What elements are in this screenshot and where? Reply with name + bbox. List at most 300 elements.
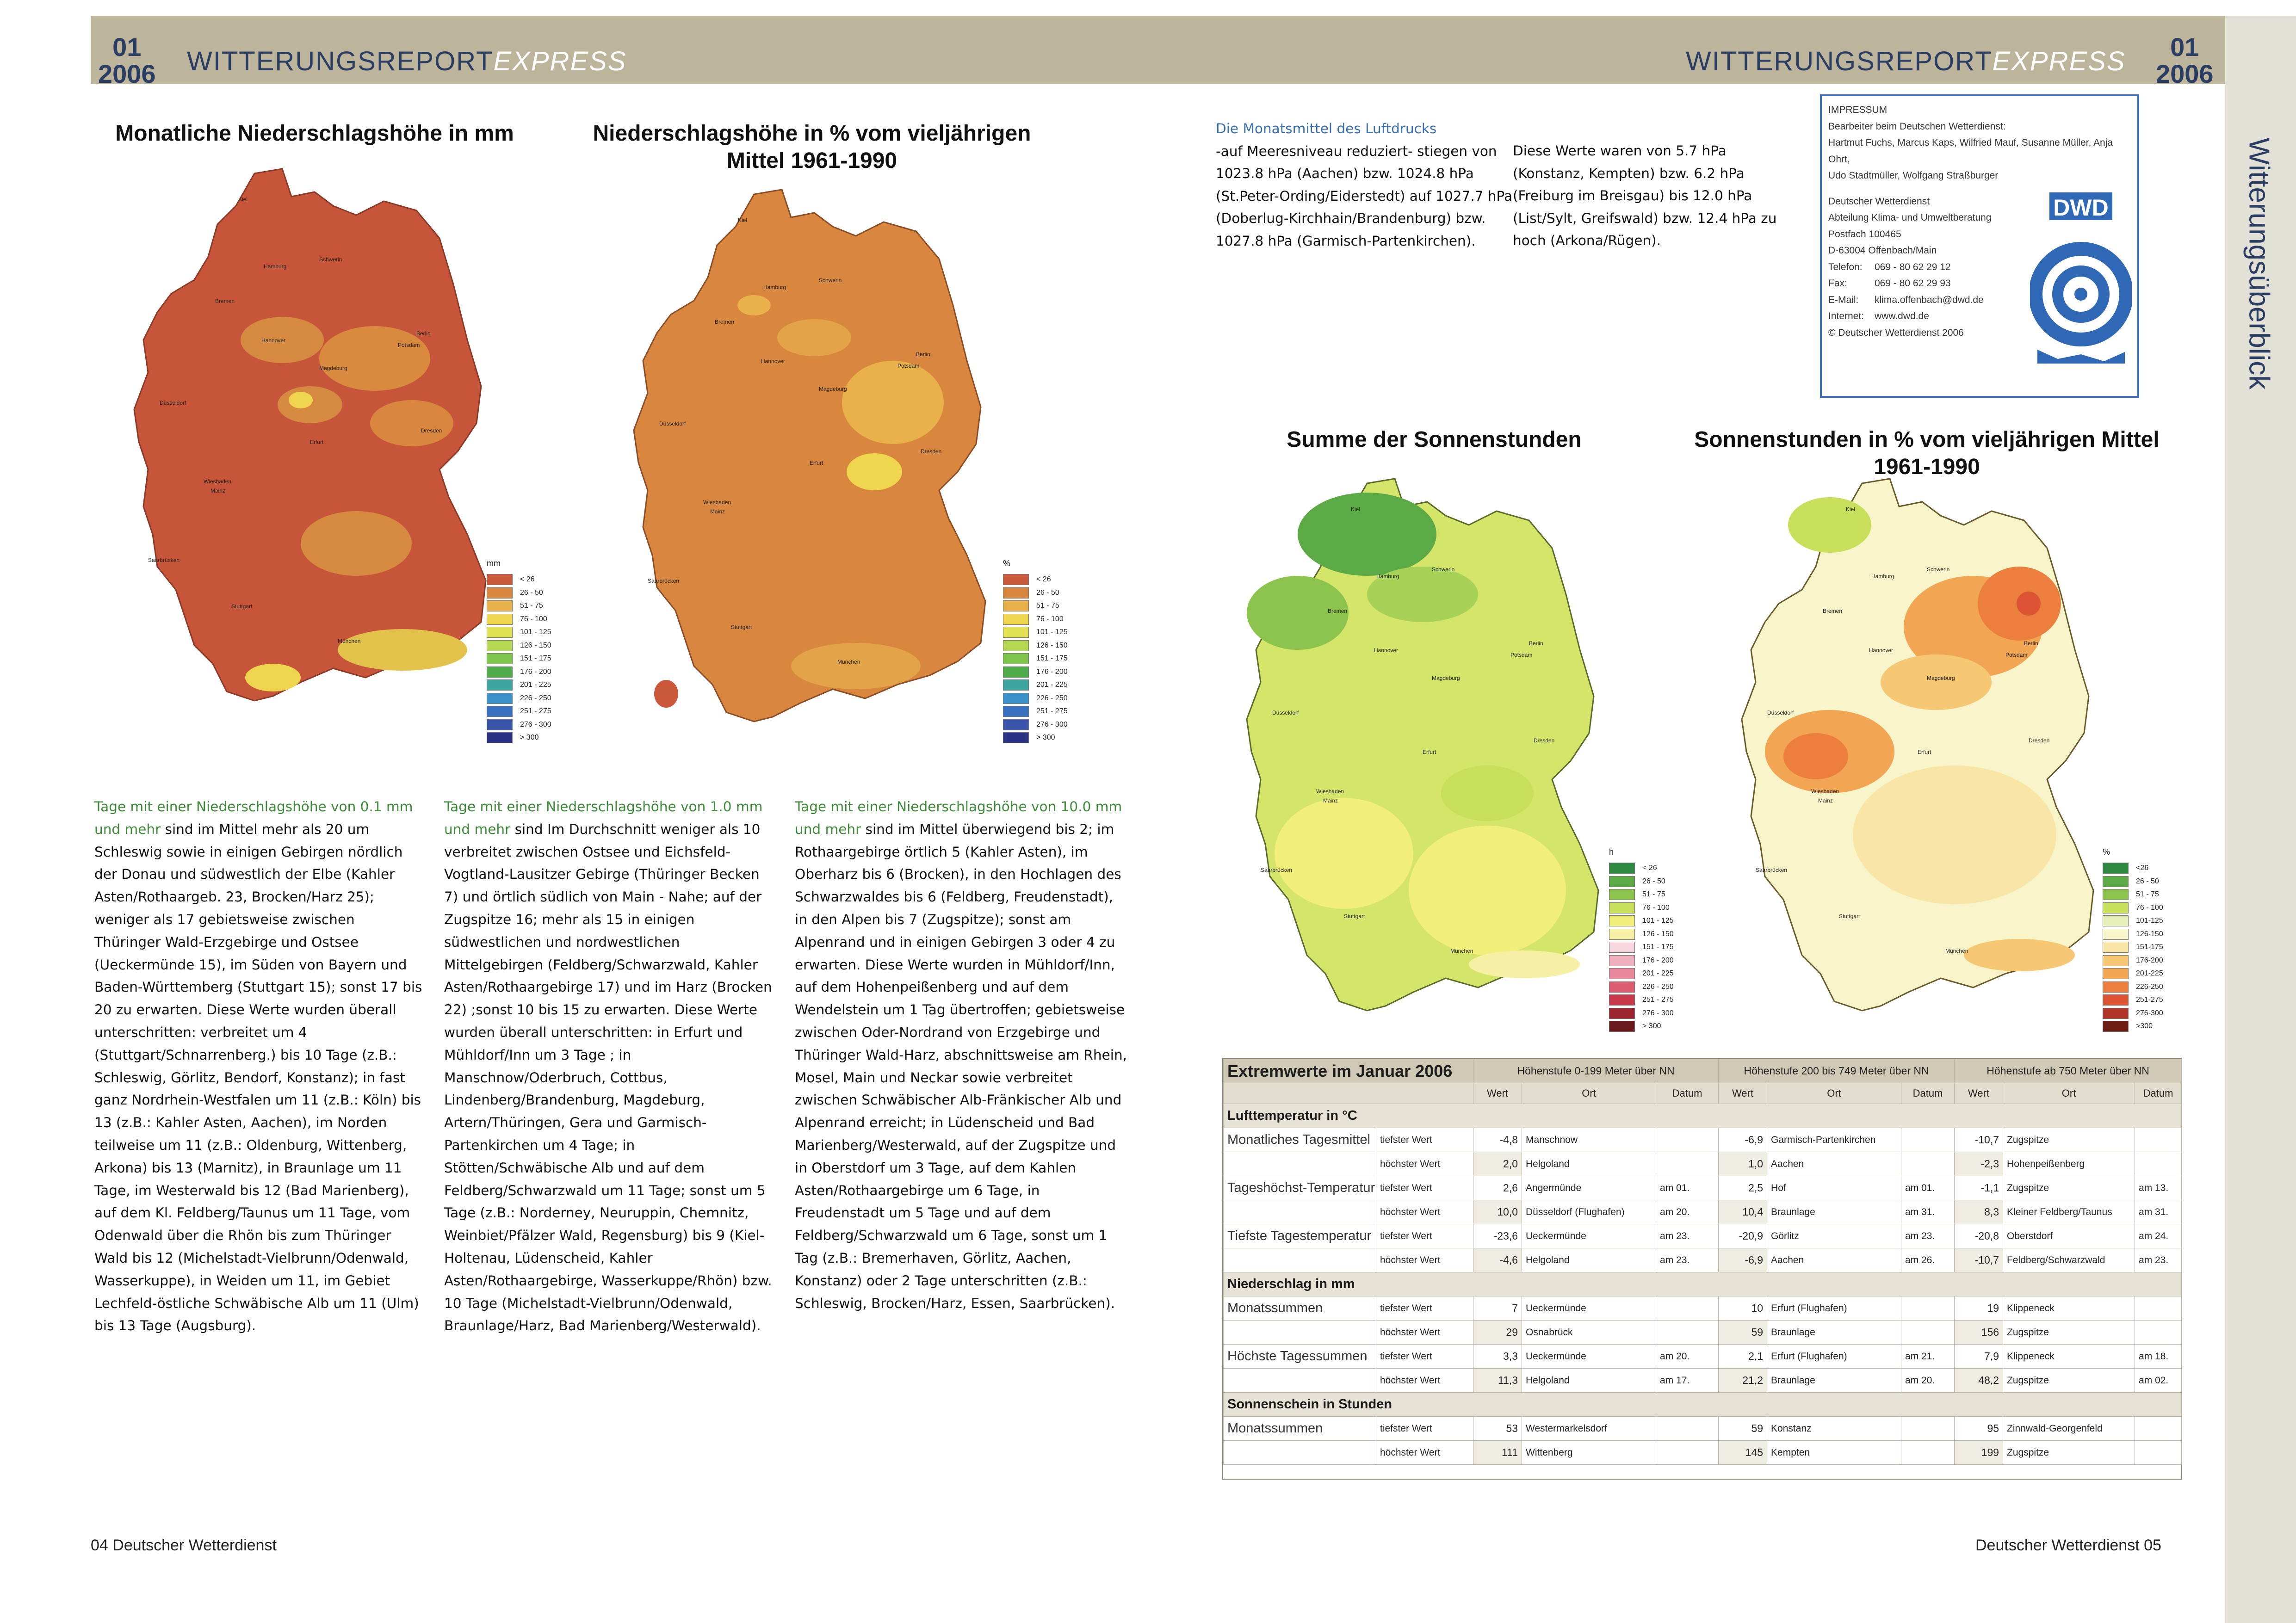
row-label: tiefster Wert: [1376, 1128, 1473, 1152]
legend-precip-pct: [1003, 559, 1068, 745]
cell-value: -6,9: [1719, 1248, 1767, 1272]
impressum-line: Hartmut Fuchs, Marcus Kaps, Wilfried Mauf, Susanne Müller, Anja Ohrt,: [1828, 137, 2113, 165]
cell-place: Helgoland: [1522, 1369, 1656, 1393]
extremes-table: [1222, 1058, 2182, 1480]
cell-place: Braunlage: [1767, 1369, 1901, 1393]
side-title-text: Witterungsüberblick: [2243, 137, 2275, 390]
text-body: sind im Mittel mehr als 20 um Schleswig sowie in einigen Gebirgen nördlich der Donau und südwestlich der Elbe (Kahler Asten/Rothaargeb. 23, Brocken/Harz 25); weniger als 17 gebietsweise zwischen Thüringer Wald-Erzgebirge und Ostsee (Ueckermünde 15), im Süden von Bayern und Baden-Württemberg (Stuttgart 15); sonst 17 bis 20 zu erwarten. Diese Werte wurden überall unterschritten: verbreitet um 4 (Stuttgart/Schnarrenberg.) bis 10 Tage (z.B.: Schleswig, Görlitz, Bendorf, Konstanz); in fast ganz Nordrhein-Westfalen um 11 (z.B.: Köln) bis 13 (z.B.: Kahler Asten, Aachen), im Norden teilweise um 11 (z.B.: Oldenburg, Wittenberg, Arkona) bis 13 (Marnitz), in Braunlage um 11 Tage, im Westerwald bis 12 (Bad Marienberg), auf dem Kl. Feldberg/Taunus um 11 Tage, vom Odenwald über die Rhön bis zum Thüringer Wald bis 12 (Michelstadt-Vielbrunn/Odenwald, Wasserkuppe), in Weiden um 11, im Gebiet Lechfeld-östliche Schwäbische Alb um 11 (Ulm) bis 13 Tage (Augsburg).: [94, 821, 422, 1334]
city-label: Wiesbaden: [1811, 788, 1839, 795]
cell-value: -23,6: [1473, 1224, 1522, 1248]
legend-swatch: [1609, 876, 1635, 887]
cell-date: am 02.: [2135, 1369, 2182, 1393]
city-label: Bremen: [1823, 608, 1843, 614]
cell-date: am 01.: [1901, 1176, 1955, 1200]
legend-swatch: [2103, 955, 2129, 966]
legend-label: 26 - 50: [520, 588, 543, 597]
legend-swatch: [487, 693, 513, 704]
legend-unit: %: [2103, 847, 2110, 857]
cell-value: -10,7: [1955, 1128, 2003, 1152]
section-row: [1224, 1393, 2182, 1417]
legend-label: 151-175: [2136, 943, 2163, 951]
cell-place: Aachen: [1767, 1248, 1901, 1272]
legend-label: 276 - 300: [520, 720, 551, 728]
city-label: Erfurt: [1918, 749, 1931, 755]
city-label: Erfurt: [310, 439, 324, 445]
city-label: Kiel: [738, 217, 748, 223]
pressure-text: -auf Meeresniveau reduziert- stiegen von 1023.8 hPa (Aachen) bzw. 1024.8 hPa (St.Peter-Ording/Eiderstedt) auf 1027.7 hPa (Doberlug-Kirchhain/Brandenburg) bzw. 1027.8 hPa (Garmisch-Partenkirchen).: [1216, 143, 1513, 249]
cell-place: Manschnow: [1522, 1128, 1656, 1152]
legend-label: 51 - 75: [1642, 890, 1665, 899]
impressum-label: Telefon:: [1828, 261, 1863, 272]
cell-value: 2,5: [1719, 1176, 1767, 1200]
city-label: Stuttgart: [1344, 913, 1365, 919]
legend-label: 151 - 175: [1036, 654, 1068, 663]
legend-swatch: [2103, 942, 2129, 953]
legend-swatch: [1003, 719, 1029, 730]
group-header: Höhenstufe 200 bis 749 Meter über NN: [1719, 1059, 1955, 1083]
subhead: Datum: [1901, 1083, 1955, 1104]
legend-swatch: [1003, 574, 1029, 585]
legend-swatch: [1003, 600, 1029, 611]
legend-label: <26: [2136, 864, 2149, 872]
text-highlight: Tage mit einer Niederschlagshöhe von 1.0 mm und mehr: [444, 799, 763, 837]
map-region: [1298, 493, 1436, 576]
cell-date: [1656, 1417, 1719, 1441]
legend-swatch: [487, 640, 513, 651]
cell-value: -20,8: [1955, 1224, 2003, 1248]
cell-date: [2135, 1152, 2182, 1176]
cell-place: Braunlage: [1767, 1200, 1901, 1224]
city-label: Magdeburg: [1432, 675, 1460, 681]
issue-num: 01: [112, 32, 142, 62]
cell-date: am 23.: [1656, 1224, 1719, 1248]
legend-label: 201 - 225: [1642, 969, 1674, 978]
city-label: Wiesbaden: [703, 499, 731, 506]
cell-date: am 01.: [1656, 1176, 1719, 1200]
map-precip-total: [116, 164, 514, 752]
legend-swatch: [487, 653, 513, 664]
table-row: [1224, 1224, 2182, 1248]
table-row: [1224, 1200, 2182, 1224]
legend-swatch: [2103, 876, 2129, 887]
table-row: [1224, 1128, 2182, 1152]
legend-label: 176 - 200: [520, 667, 551, 676]
cell-place: Zugspitze: [2003, 1176, 2135, 1200]
city-label: München: [837, 659, 860, 665]
row-param: Monatssummen: [1224, 1296, 1376, 1321]
table-row: [1224, 1345, 2182, 1369]
table-row: [1224, 1296, 2182, 1321]
city-label: Schwerin: [319, 256, 342, 263]
row-label: höchster Wert: [1376, 1248, 1473, 1272]
legend-label: 76 - 100: [2136, 903, 2163, 912]
cell-date: am 20.: [1901, 1369, 1955, 1393]
cell-place: Helgoland: [1522, 1152, 1656, 1176]
cell-place: Düsseldorf (Flughafen): [1522, 1200, 1656, 1224]
impressum-value: 069 - 80 62 29 93: [1875, 278, 1951, 289]
legend-swatch: [1003, 640, 1029, 651]
subhead: Wert: [1473, 1083, 1522, 1104]
cell-value: 53: [1473, 1417, 1522, 1441]
city-label: Berlin: [2024, 640, 2038, 647]
legend-label: 51 - 75: [2136, 890, 2159, 899]
legend-label: 226 - 250: [520, 694, 551, 702]
legend-label: > 300: [1642, 1022, 1661, 1031]
city-label: Berlin: [416, 330, 431, 337]
subhead: Datum: [1656, 1083, 1719, 1104]
legend-label: 51 - 75: [1036, 602, 1059, 610]
cell-date: am 31.: [1901, 1200, 1955, 1224]
legend-swatch: [1609, 889, 1635, 900]
legend-swatch: [1609, 942, 1635, 953]
brand-express: EXPRESS: [493, 46, 627, 76]
city-label: Saarbrücken: [148, 557, 180, 563]
legend-swatch: [2103, 968, 2129, 979]
city-label: München: [338, 638, 361, 644]
extremes-grid: [1223, 1059, 2182, 1465]
cell-date: am 20.: [1656, 1200, 1719, 1224]
row-param: Tageshöchst-Temperatur: [1224, 1176, 1376, 1200]
table-row: [1224, 1321, 2182, 1345]
legend-label: > 300: [520, 734, 539, 742]
cell-date: [1901, 1128, 1955, 1152]
cell-place: Zugspitze: [2003, 1369, 2135, 1393]
map-region: [737, 295, 771, 315]
legend-label: 76 - 100: [520, 615, 547, 623]
subhead: Wert: [1719, 1083, 1767, 1104]
impressum-line: Abteilung Klima- und Umweltberatung: [1828, 212, 1992, 223]
legend-label: 126 - 150: [1036, 641, 1068, 649]
issue-number-left: [98, 34, 156, 87]
impressum-label: Internet:: [1828, 311, 1864, 321]
city-label: Dresden: [1534, 737, 1555, 744]
cell-place: Hof: [1767, 1176, 1901, 1200]
legend-label: 151 - 175: [520, 654, 551, 663]
legend-label: 226 - 250: [1642, 982, 1674, 991]
impressum-value: klima.offenbach@dwd.de: [1875, 294, 1984, 305]
map-region: [847, 453, 902, 490]
legend-swatch: [487, 614, 513, 625]
cell-date: [1901, 1321, 1955, 1345]
footer-right: Deutscher Wetterdienst 05: [1975, 1537, 2161, 1554]
legend-label: 226-250: [2136, 982, 2163, 991]
legend-swatch: [1609, 929, 1635, 940]
legend-swatch: [1003, 653, 1029, 664]
city-label: Potsdam: [897, 363, 920, 369]
cell-value: 7: [1473, 1296, 1522, 1321]
city-label: Hannover: [261, 337, 286, 344]
city-label: Bremen: [715, 319, 735, 325]
legend-swatch: [1003, 627, 1029, 638]
city-label: Düsseldorf: [160, 400, 186, 406]
map-title-sun-percent: Sonnenstunden in % vom vieljährigen Mittel 1961-1990: [1694, 427, 2160, 479]
city-label: München: [1945, 948, 1968, 954]
impressum-heading: IMPRESSUM: [1828, 105, 1888, 115]
cell-place: Zugspitze: [2003, 1128, 2135, 1152]
legend-label: 251-275: [2136, 996, 2163, 1004]
cell-date: am 17.: [1656, 1369, 1719, 1393]
legend-precip-mm: [487, 559, 551, 745]
map-region: [1853, 765, 2056, 904]
impressum-label: Fax:: [1828, 278, 1847, 289]
cell-value: 10,0: [1473, 1200, 1522, 1224]
legend-swatch: [2103, 902, 2129, 913]
legend-swatch: [487, 732, 513, 743]
city-label: Stuttgart: [231, 603, 253, 610]
legend-label: 276 - 300: [1642, 1009, 1674, 1017]
legend-label: 26 - 50: [1642, 877, 1665, 885]
legend-swatch: [2103, 981, 2129, 993]
city-label: Magdeburg: [819, 386, 847, 392]
city-label: München: [1450, 948, 1473, 954]
row-label: höchster Wert: [1376, 1321, 1473, 1345]
cell-date: am 13.: [2135, 1176, 2182, 1200]
map-region: [654, 680, 678, 708]
legend-swatch: [487, 574, 513, 585]
cell-value: -4,8: [1473, 1128, 1522, 1152]
legend-swatch: [1609, 863, 1635, 874]
cell-value: 145: [1719, 1441, 1767, 1465]
impressum-line: Udo Stadtmüller, Wolfgang Straßburger: [1828, 170, 1999, 181]
legend-label: < 26: [1642, 864, 1657, 872]
row-param: [1224, 1369, 1376, 1393]
legend-label: 51 - 75: [520, 602, 543, 610]
impressum-line: Bearbeiter beim Deutschen Wetterdienst:: [1828, 121, 2006, 132]
subhead: Ort: [1767, 1083, 1901, 1104]
table-header: [1224, 1059, 2182, 1083]
table-row: [1224, 1417, 2182, 1441]
legend-label: 101-125: [2136, 917, 2163, 925]
legend-swatch: [487, 679, 513, 691]
legend-label: < 26: [1036, 575, 1051, 584]
text-col-3: [795, 796, 1128, 1314]
city-label: Magdeburg: [1927, 675, 1955, 681]
city-label: Düsseldorf: [1767, 710, 1794, 716]
cell-value: 156: [1955, 1321, 2003, 1345]
cell-place: Westermarkelsdorf: [1522, 1417, 1656, 1441]
cell-place: Osnabrück: [1522, 1321, 1656, 1345]
legend-swatch: [487, 706, 513, 717]
legend-unit: h: [1609, 847, 1614, 857]
cell-date: [1656, 1128, 1719, 1152]
pressure-heading: Die Monatsmittel des Luftdrucks: [1216, 121, 1437, 136]
brand-left: [187, 48, 627, 75]
cell-date: am 31.: [2135, 1200, 2182, 1224]
cell-date: am 23.: [1901, 1224, 1955, 1248]
legend-swatch: [2103, 994, 2129, 1006]
table-row: [1224, 1441, 2182, 1465]
legend-swatch: [1003, 693, 1029, 704]
legend-swatch: [2103, 915, 2129, 926]
cell-date: am 26.: [1901, 1248, 1955, 1272]
germany-shape: [634, 190, 985, 722]
map-precip-percent: [615, 185, 1013, 759]
cell-value: 111: [1473, 1441, 1522, 1465]
legend-swatch: [1609, 1008, 1635, 1019]
cell-value: 10,4: [1719, 1200, 1767, 1224]
cell-value: 10: [1719, 1296, 1767, 1321]
city-label: Berlin: [1529, 640, 1543, 647]
cell-value: 1,0: [1719, 1152, 1767, 1176]
table-row: [1224, 1369, 2182, 1393]
legend-unit: %: [1003, 559, 1011, 568]
cell-value: 3,3: [1473, 1345, 1522, 1369]
row-label: tiefster Wert: [1376, 1224, 1473, 1248]
cell-place: Kleiner Feldberg/Taunus: [2003, 1200, 2135, 1224]
cell-value: 95: [1955, 1417, 2003, 1441]
map-region: [245, 664, 301, 691]
legend-label: >300: [2136, 1022, 2153, 1031]
text-col-1: [94, 796, 423, 1337]
cell-place: Ueckermünde: [1522, 1224, 1656, 1248]
cell-place: Ueckermünde: [1522, 1296, 1656, 1321]
cell-value: 19: [1955, 1296, 2003, 1321]
city-label: Dresden: [921, 448, 942, 455]
row-param: Höchste Tagessummen: [1224, 1345, 1376, 1369]
cell-date: [1901, 1417, 1955, 1441]
issue-num: 01: [2170, 32, 2199, 62]
cell-date: [2135, 1417, 2182, 1441]
map-region: [1441, 765, 1534, 821]
row-label: höchster Wert: [1376, 1200, 1473, 1224]
row-label: höchster Wert: [1376, 1441, 1473, 1465]
subhead: Datum: [2135, 1083, 2182, 1104]
map-region: [1964, 939, 2075, 971]
map-region: [289, 392, 313, 408]
legend-label: 201 - 225: [520, 681, 551, 689]
cell-date: [1656, 1152, 1719, 1176]
map-region: [1881, 654, 1992, 710]
pressure-col2: Diese Werte waren von 5.7 hPa (Konstanz, Kempten) bzw. 6.2 hPa (Freiburg im Breisgau) bis 12.0 hPa (List/Sylt, Greifswald) bzw. 12.4 hPa zu hoch (Arkona/Rügen).: [1513, 143, 1777, 248]
map-region: [338, 629, 467, 671]
row-label: tiefster Wert: [1376, 1176, 1473, 1200]
legend-label: 126 - 150: [1642, 930, 1674, 938]
city-label: Wiesbaden: [204, 478, 232, 485]
legend-swatch: [1609, 915, 1635, 926]
city-label: Hannover: [1869, 647, 1894, 654]
group-header: Höhenstufe 0-199 Meter über NN: [1473, 1059, 1719, 1083]
legend-label: 201 - 225: [1036, 681, 1068, 689]
legend-label: > 300: [1036, 734, 1055, 742]
cell-place: Klippeneck: [2003, 1345, 2135, 1369]
table-row: [1224, 1152, 2182, 1176]
cell-date: [1901, 1152, 1955, 1176]
side-title: [2224, 139, 2294, 389]
city-label: Saarbrücken: [1756, 867, 1788, 873]
city-label: Bremen: [215, 298, 235, 304]
legend-label: 151 - 175: [1642, 943, 1674, 951]
cell-place: Angermünde: [1522, 1176, 1656, 1200]
city-label: Mainz: [1323, 797, 1338, 804]
legend-unit: mm: [487, 559, 501, 568]
issue-year: 2006: [98, 59, 156, 88]
cell-value: -2,3: [1955, 1152, 2003, 1176]
cell-date: am 20.: [1656, 1345, 1719, 1369]
legend-label: 226 - 250: [1036, 694, 1068, 702]
cell-place: Ueckermünde: [1522, 1345, 1656, 1369]
city-label: Stuttgart: [731, 624, 752, 630]
map-region: [842, 361, 944, 444]
cell-date: [1901, 1296, 1955, 1321]
city-label: Potsdam: [398, 342, 420, 348]
legend-swatch: [1609, 902, 1635, 913]
cell-date: [1901, 1441, 1955, 1465]
legend-swatch: [1003, 666, 1029, 678]
cell-place: Erfurt (Flughafen): [1767, 1345, 1901, 1369]
subhead: Ort: [2003, 1083, 2135, 1104]
section-title: Niederschlag in mm: [1224, 1272, 2182, 1296]
map-region: [1783, 733, 1848, 779]
legend-swatch: [487, 600, 513, 611]
cell-date: am 18.: [2135, 1345, 2182, 1369]
legend-label: 176-200: [2136, 956, 2163, 964]
cell-place: Braunlage: [1767, 1321, 1901, 1345]
legend-label: < 26: [520, 575, 535, 584]
city-label: Hamburg: [763, 284, 786, 290]
city-label: Erfurt: [810, 460, 823, 466]
legend-swatch: [1609, 994, 1635, 1006]
impressum-label: E-Mail:: [1828, 294, 1859, 305]
brand-right: [1686, 48, 2126, 75]
cell-date: [2135, 1321, 2182, 1345]
cell-value: 59: [1719, 1321, 1767, 1345]
city-label: Hannover: [761, 358, 786, 364]
map-region: [1788, 497, 1871, 553]
city-label: Hamburg: [264, 263, 287, 270]
text-col-2: [444, 796, 773, 1337]
cell-date: [2135, 1296, 2182, 1321]
text-body: sind Im Durchschnitt weniger als 10 verbreitet zwischen Ostsee und Eichsfeld-Vogtland-Lausitzer Gebirge (Thüringer Becken 7) und örtlich südlich von Main - Nahe; auf der Zugspitze 16; mehr als 15 in einigen südwestlichen und nordwestlichen Mittelgebirgen (Feldberg/Schwarzwald, Kahler Asten/Rothaargebirge 17) und im Harz (Brocken 22) ;sonst 10 bis 15 zu erwarten. Diese Werte wurden überall unterschritten: in Erfurt und Mühldorf/Inn um 3 Tage ; in Manschnow/Oderbruch, Cottbus, Lindenberg/Brandenburg, Magdeburg, Artern/Thüringen, Gera und Garmisch-Partenkirchen um 4 Tage; in Stötten/Schwäbische Alb und auf dem Feldberg/Schwarzwald um 11 Tage; sonst um 5 Tage (z.B.: Norderney, Neuruppin, Chemnitz, Weinbiet/Pfälzer Wald, Regensburg) bis 9 (Kiel-Holtenau, Lüdenscheid, Kahler Asten/Rothaargebirge, Wasserkuppe/Rhön) bzw. 10 Tage (Michelstadt-Vielbrunn/Odenwald, Braunlage/Harz, Bad Marienberg/Westerwald).: [444, 821, 772, 1334]
city-label: Mainz: [210, 488, 226, 494]
legend-label: 176 - 200: [1642, 956, 1674, 964]
cell-value: -1,1: [1955, 1176, 2003, 1200]
impressum-line: © Deutscher Wetterdienst 2006: [1828, 327, 1964, 338]
brand-main: WITTERUNGSREPORT: [187, 46, 494, 76]
impressum-value: www.dwd.de: [1875, 311, 1929, 321]
legend-label: 201-225: [2136, 969, 2163, 978]
city-label: Mainz: [1818, 797, 1833, 804]
legend-swatch: [2103, 1008, 2129, 1019]
legend-swatch: [1003, 587, 1029, 599]
map-region: [2017, 592, 2041, 616]
city-label: Erfurt: [1423, 749, 1436, 755]
legend-swatch: [1003, 614, 1029, 625]
legend-swatch: [487, 587, 513, 599]
legend-swatch: [1609, 1021, 1635, 1032]
cell-place: Erfurt (Flughafen): [1767, 1296, 1901, 1321]
table-row: [1224, 1176, 2182, 1200]
issue-number-right: [2156, 34, 2214, 87]
cell-date: [2135, 1441, 2182, 1465]
cell-value: 2,6: [1473, 1176, 1522, 1200]
text-highlight: Tage mit einer Niederschlagshöhe von 10.0 mm und mehr: [795, 799, 1122, 837]
cell-value: 11,3: [1473, 1369, 1522, 1393]
cell-value: 29: [1473, 1321, 1522, 1345]
brand-main: WITTERUNGSREPORT: [1686, 46, 1993, 76]
legend-swatch: [2103, 889, 2129, 900]
map-region: [1275, 798, 1413, 909]
row-label: höchster Wert: [1376, 1369, 1473, 1393]
legend-swatch: [1609, 981, 1635, 993]
row-param: [1224, 1200, 1376, 1224]
row-param: [1224, 1441, 1376, 1465]
row-param: Monatssummen: [1224, 1417, 1376, 1441]
map-region: [777, 319, 851, 356]
legend-swatch: [1003, 732, 1029, 743]
cell-value: 59: [1719, 1417, 1767, 1441]
legend-swatch: [1609, 955, 1635, 966]
legend-swatch: [1003, 679, 1029, 691]
